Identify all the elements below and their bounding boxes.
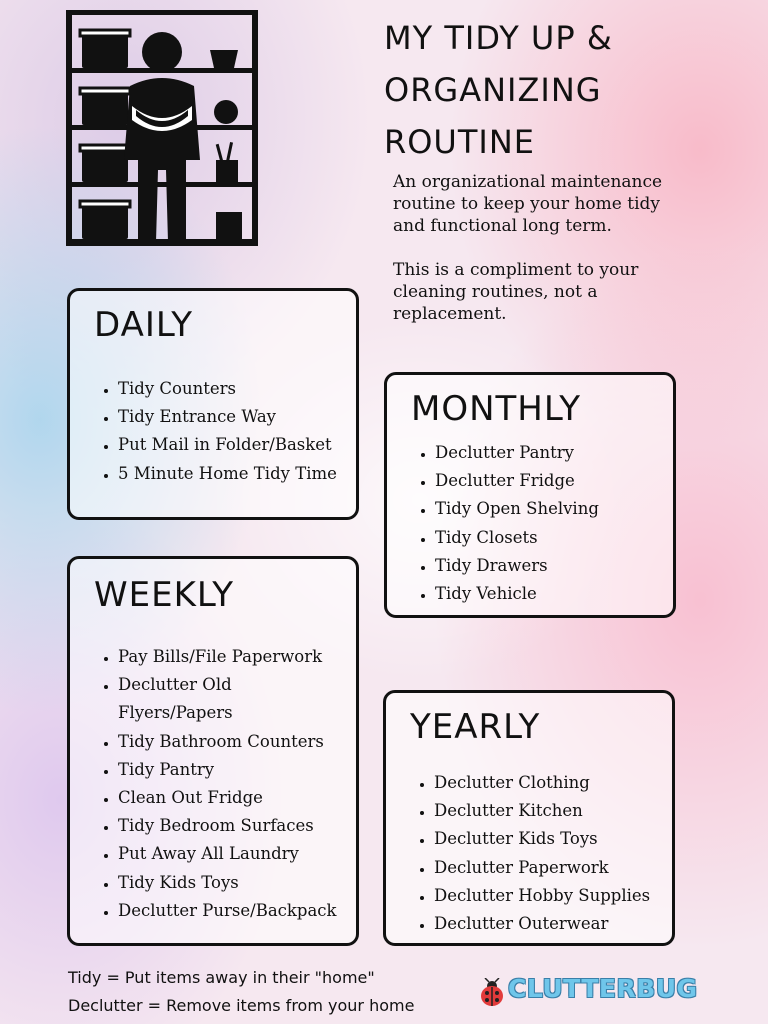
list-item: • Declutter Purse/Backpack — [118, 897, 348, 925]
list-item: • Tidy Pantry — [118, 756, 348, 784]
list-item: • Pay Bills/File Paperwork — [118, 643, 348, 671]
page-title — [384, 12, 744, 168]
list-item: • Tidy Counters — [118, 375, 368, 403]
intro-paragraph: This is a compliment to your cleaning routines, not a replacement. — [393, 260, 639, 324]
monthly-list — [387, 439, 685, 608]
list-item: • Tidy Open Shelving — [435, 495, 685, 523]
list-item: • Declutter Pantry — [435, 439, 685, 467]
monthly-card — [384, 372, 676, 618]
monthly-heading: MONTHLY — [411, 389, 582, 429]
list-item: • Tidy Drawers — [435, 552, 685, 580]
intro-paragraph: An organizational maintenance routine to keep your home tidy and functional long term. — [393, 172, 663, 236]
daily-heading: DAILY — [94, 305, 194, 345]
list-item: • Put Away All Laundry — [118, 840, 348, 868]
brand-logo — [478, 972, 698, 1016]
declutter-definition: Declutter = Remove items from your home — [68, 996, 415, 1015]
list-item: • Declutter Clothing — [434, 769, 684, 797]
list-item: • Declutter Hobby Supplies — [434, 882, 684, 910]
list-item: • Declutter Fridge — [435, 467, 685, 495]
list-item: • Declutter Kitchen — [434, 797, 684, 825]
title-line: ROUTINE — [384, 123, 535, 161]
list-item: • Declutter Old Flyers/Papers — [118, 671, 348, 727]
ladybug-icon — [478, 978, 506, 1008]
list-item: • Tidy Vehicle — [435, 580, 685, 608]
title-line: MY TIDY UP & — [384, 19, 613, 57]
weekly-list — [70, 643, 348, 925]
list-item: • Declutter Outerwear — [434, 910, 684, 938]
list-item: • Declutter Kids Toys — [434, 825, 684, 853]
daily-list — [70, 375, 368, 488]
list-item: • Declutter Paperwork — [434, 854, 684, 882]
definitions-note — [68, 964, 468, 1020]
weekly-heading: WEEKLY — [94, 575, 235, 615]
list-item: • Tidy Bathroom Counters — [118, 728, 348, 756]
title-line: ORGANIZING — [384, 71, 602, 109]
list-item: • Tidy Kids Toys — [118, 869, 348, 897]
list-item: • Clean Out Fridge — [118, 784, 348, 812]
list-item: • Tidy Closets — [435, 524, 685, 552]
yearly-card — [383, 690, 675, 946]
list-item: • Tidy Entrance Way — [118, 403, 368, 431]
list-item: • Put Mail in Folder/Basket — [118, 431, 368, 459]
yearly-list — [386, 769, 684, 938]
brand-name: CLUTTERBUG — [508, 974, 698, 1003]
list-item: • Tidy Bedroom Surfaces — [118, 812, 348, 840]
daily-card — [67, 288, 359, 520]
list-item: • 5 Minute Home Tidy Time — [118, 460, 368, 488]
intro-text — [393, 171, 693, 347]
weekly-card — [67, 556, 359, 946]
person-with-shelves-icon — [66, 10, 258, 248]
yearly-heading: YEARLY — [410, 707, 541, 747]
tidy-definition: Tidy = Put items away in their "home" — [68, 968, 375, 987]
